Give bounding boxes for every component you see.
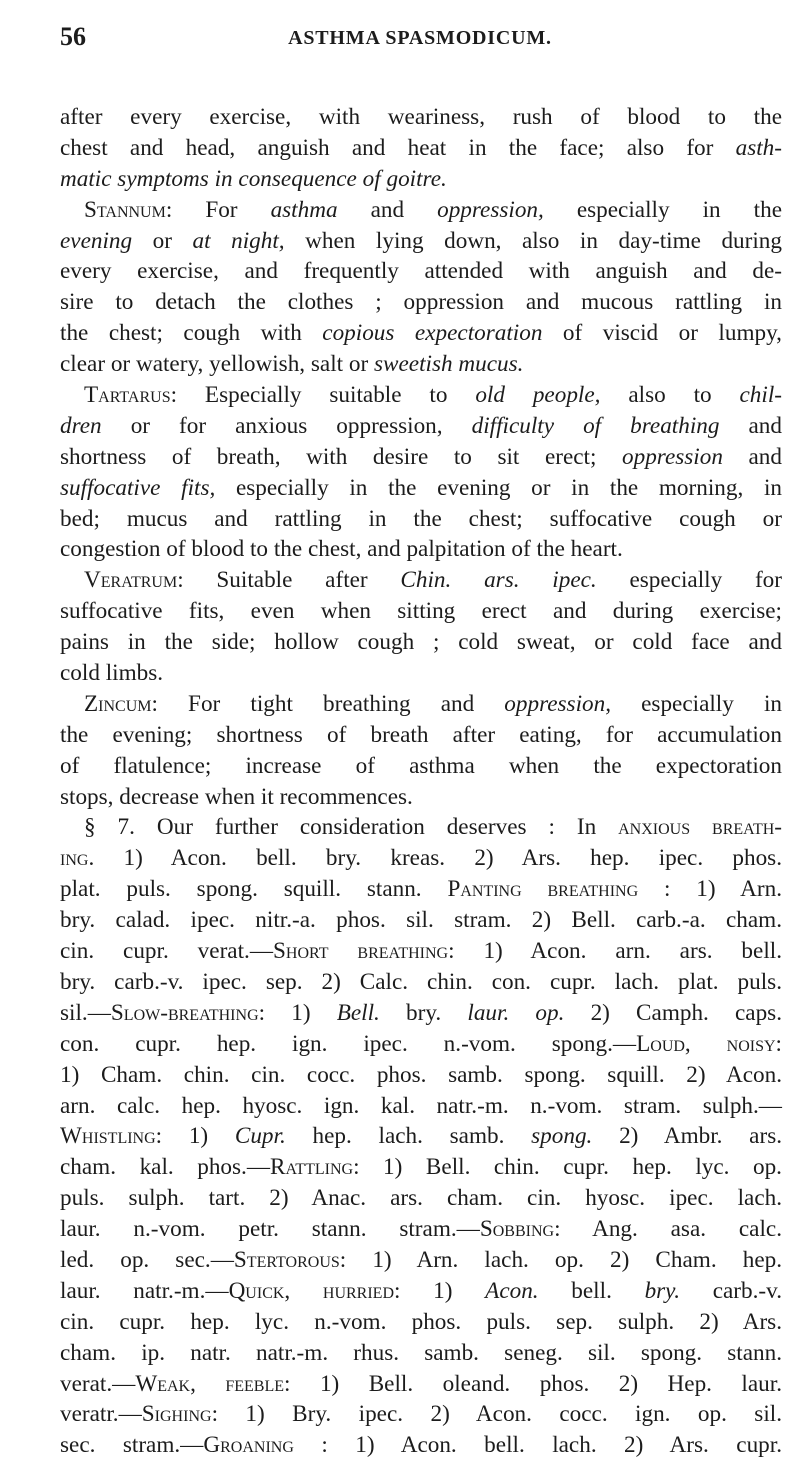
text-span: every exercise, and frequently attended with anguish and de-	[60, 258, 782, 285]
text-line	[60, 473, 782, 504]
text-line	[60, 720, 782, 751]
text-line	[60, 287, 782, 318]
text-span: cham. kal. phos.—	[60, 1154, 271, 1181]
text-span: arn. calc. hep. hyosc. ign. kal. natr.-m. n.-vom. stram. sulph.—	[60, 1092, 782, 1119]
text-span: cin. cupr. hep. lyc. n.-vom. phos. puls. sep. sulph. 2) Ars.	[60, 1308, 782, 1335]
text-span: : Ang. asa. calc.	[554, 1216, 782, 1243]
small-caps-span: Short breathing	[273, 938, 449, 965]
small-caps-span: Stannum	[84, 196, 166, 223]
small-caps-span: Slow-breathing	[110, 999, 259, 1026]
text-span: clear or watery, yellowish, salt or	[60, 351, 374, 378]
italic-span: dren	[60, 412, 102, 439]
italic-span: laur. op.	[467, 999, 565, 1026]
text-line	[60, 998, 782, 1029]
italic-span: oppression	[622, 443, 723, 470]
text-line	[60, 658, 782, 689]
text-line	[60, 256, 782, 287]
italic-span: Cupr.	[234, 1123, 286, 1150]
text-line	[60, 318, 782, 349]
text-line	[60, 411, 782, 442]
text-span: or for anxious oppression,	[101, 412, 472, 439]
text-span: 1) Acon. bell. bry. kreas. 2) Ars. hep. ipec. phos.	[94, 845, 782, 872]
text-span: puls. sulph. tart. 2) Anac. ars. cham. cin. hyosc. ipec. lach.	[60, 1185, 782, 1212]
italic-span: matic symptoms in consequence of goitre.	[60, 165, 447, 192]
text-span: con. cupr. hep. ign. ipec. n.-vom. spong.—	[60, 1030, 637, 1057]
text-span: :	[775, 1030, 782, 1057]
italic-span: oppression,	[437, 196, 544, 223]
text-line	[60, 195, 782, 226]
text-line	[60, 843, 782, 874]
text-span: : For	[165, 196, 271, 223]
text-span: bry. carb.-v. ipec. sep. 2) Calc. chin. con. cupr. lach. plat. puls.	[60, 968, 782, 995]
text-span: 2) Ambr. ars.	[592, 1123, 783, 1150]
text-line	[60, 627, 782, 658]
text-line	[60, 905, 782, 936]
text-span: especially in	[611, 690, 782, 717]
text-span: : 1) Bell. oleand. phos. 2) Hep. laur.	[284, 1370, 782, 1397]
text-line	[60, 1276, 782, 1307]
text-line	[60, 1091, 782, 1122]
text-span: verat.—	[60, 1370, 136, 1397]
text-line	[60, 133, 782, 164]
text-line	[60, 504, 782, 535]
text-line	[60, 565, 782, 596]
text-span: of viscid or lumpy,	[542, 320, 782, 347]
text-line	[60, 164, 782, 195]
text-line	[60, 782, 782, 813]
text-span: shortness of breath, with desire to sit erect;	[60, 443, 623, 470]
text-span: 2) Camph. caps.	[564, 999, 782, 1026]
text-span: : 1) Acon. bell. lach. 2) Ars. cupr.	[293, 1432, 782, 1459]
text-span: cham. ip. natr. natr.-m. rhus. samb. seneg. sil. spong. stann.	[60, 1339, 782, 1366]
italic-span: Chin. ars. ipec.	[400, 567, 597, 594]
text-line	[60, 1029, 782, 1060]
italic-span: sweetish mucus.	[374, 351, 524, 378]
small-caps-span: Stertorous	[233, 1246, 340, 1273]
text-line	[60, 1183, 782, 1214]
text-line	[60, 596, 782, 627]
italic-span: copious expectoration	[322, 320, 543, 347]
running-title: ASTHMA SPASMODICUM.	[288, 27, 552, 49]
body-text	[60, 102, 782, 1461]
text-line	[60, 226, 782, 257]
text-span: carb.-v.	[680, 1277, 782, 1304]
small-caps-span: ing.	[60, 845, 95, 872]
text-line	[60, 1399, 782, 1430]
text-span: stops, decrease when it recommences.	[60, 783, 413, 810]
text-span: and	[722, 443, 782, 470]
text-span: bell.	[538, 1277, 645, 1304]
text-line	[60, 1307, 782, 1338]
text-span: § 7. Our further consideration deserves : In	[84, 814, 619, 841]
italic-span: chil-	[739, 382, 782, 409]
text-span: : 1) Bry. ipec. 2) Acon. cocc. ign. op. sil.	[211, 1401, 782, 1428]
text-line	[60, 442, 782, 473]
text-line	[60, 1121, 782, 1152]
text-span: : Suitable after	[177, 567, 401, 594]
text-line	[60, 349, 782, 380]
text-span: sec. stram.—	[60, 1432, 204, 1459]
small-caps-span: Rattling	[270, 1154, 354, 1181]
text-span: cold limbs.	[60, 660, 164, 687]
text-span: of flatulence; increase of asthma when the expectoration	[60, 752, 782, 779]
text-line	[60, 689, 782, 720]
italic-span: evening	[60, 227, 133, 254]
text-line	[60, 1369, 782, 1400]
text-span: cin. cupr. verat.—	[60, 938, 274, 965]
small-caps-span: Whistling	[60, 1123, 156, 1150]
text-line	[60, 1060, 782, 1091]
text-line	[60, 380, 782, 411]
small-caps-span: Weak, feeble	[135, 1370, 285, 1397]
text-span: and	[337, 196, 438, 223]
italic-span: difficulty of breathing	[471, 412, 720, 439]
text-span: chest and head, anguish and heat in the face; also for	[60, 134, 736, 161]
small-caps-span: Zincum	[84, 690, 152, 717]
text-span: : 1) Arn.	[638, 876, 782, 903]
small-caps-span: anxious breath-	[618, 814, 782, 841]
text-line	[60, 967, 782, 998]
text-span: bed; mucus and rattling in the chest; suffocative cough or	[60, 505, 782, 532]
small-caps-span: Sobbing	[479, 1216, 555, 1243]
small-caps-span: Groaning	[203, 1432, 294, 1459]
text-span: : 1)	[394, 1277, 486, 1304]
text-span: : 1)	[155, 1123, 235, 1150]
text-span: sire to detach the clothes ; oppression and mucous rattling in	[60, 289, 782, 316]
text-span: : 1) Bell. chin. cupr. hep. lyc. op.	[353, 1154, 782, 1181]
text-line	[60, 874, 782, 905]
text-span: led. op. sec.—	[60, 1246, 234, 1273]
page-number: 56	[60, 22, 86, 51]
text-span: especially for	[596, 567, 783, 594]
text-span: hep. lach. samb.	[285, 1123, 532, 1150]
text-line	[60, 812, 782, 843]
text-span: sil.—	[60, 999, 111, 1026]
italic-span: old people,	[475, 382, 601, 409]
text-line	[60, 1214, 782, 1245]
italic-span: spong.	[531, 1123, 593, 1150]
text-span: also to	[600, 382, 740, 409]
text-line	[60, 102, 782, 133]
small-caps-span: Panting breathing	[447, 876, 639, 903]
text-span: : For tight breathing and	[151, 690, 505, 717]
text-span: and	[719, 412, 782, 439]
italic-span: Bell.	[336, 999, 380, 1026]
italic-span: asthma	[270, 196, 338, 223]
italic-span: Acon.	[485, 1277, 539, 1304]
text-span: especially in the evening or in the morning, in	[215, 474, 782, 501]
text-span: when lying down, also in day-time during	[284, 227, 782, 254]
text-span: : 1) Acon. arn. ars. bell.	[448, 938, 782, 965]
text-span: after every exercise, with weariness, rush of blood to the	[60, 104, 782, 130]
text-span: plat. puls. spong. squill. stann.	[60, 876, 448, 903]
text-span: : 1)	[258, 999, 337, 1026]
small-caps-span: Tartarus	[84, 382, 171, 409]
text-span: or	[132, 227, 193, 254]
text-span: veratr.—	[60, 1401, 142, 1428]
text-span: especially in the	[543, 196, 782, 223]
page-header	[60, 22, 780, 62]
text-line	[60, 1430, 782, 1461]
text-line	[60, 751, 782, 782]
text-span: laur. natr.-m.—	[60, 1277, 229, 1304]
text-span: 1) Cham. chin. cin. cocc. phos. samb. spong. squill. 2) Acon.	[60, 1061, 782, 1088]
text-span: laur. n.-vom. petr. stann. stram.—	[60, 1216, 480, 1243]
text-line	[60, 936, 782, 967]
text-span: the evening; shortness of breath after eating, for accumulation	[60, 721, 782, 748]
text-span: : Especially suitable to	[170, 382, 476, 409]
text-span: pains in the side; hollow cough ; cold sweat, or cold face and	[60, 629, 782, 656]
text-line	[60, 1152, 782, 1183]
text-line	[60, 1245, 782, 1276]
text-span: bry.	[379, 999, 468, 1026]
text-line	[60, 1338, 782, 1369]
small-caps-span: Loud, noisy	[636, 1030, 776, 1057]
italic-span: asth-	[735, 134, 782, 161]
small-caps-span: Quick, hurried	[228, 1277, 395, 1304]
text-span: suffocative fits, even when sitting erect and during exercise;	[60, 598, 782, 625]
italic-span: at night,	[192, 227, 285, 254]
text-span: bry. calad. ipec. nitr.-a. phos. sil. stram. 2) Bell. carb.-a. cham.	[60, 907, 782, 934]
text-span: the chest; cough with	[60, 320, 323, 347]
small-caps-span: Sighing	[141, 1401, 212, 1428]
italic-span: suffocative fits,	[60, 474, 216, 501]
small-caps-span: Veratrum	[84, 567, 178, 594]
text-span: : 1) Arn. lach. op. 2) Cham. hep.	[339, 1246, 782, 1273]
italic-span: bry.	[644, 1277, 680, 1304]
text-line	[60, 534, 782, 565]
text-span: congestion of blood to the chest, and palpitation of the heart.	[60, 536, 623, 563]
italic-span: oppression,	[504, 690, 612, 717]
